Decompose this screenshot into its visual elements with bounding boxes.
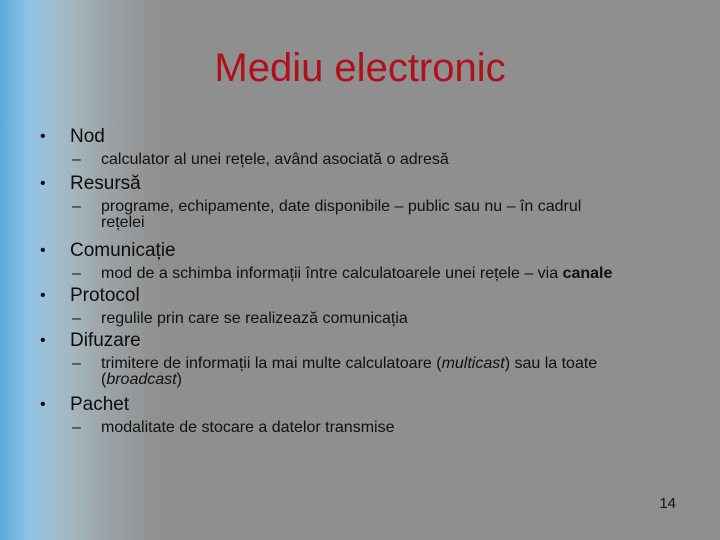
sub-bullet-row bbox=[40, 311, 690, 327]
bullet-list bbox=[40, 124, 690, 436]
bullet-icon: • bbox=[40, 332, 46, 349]
list-item-comunicatie bbox=[40, 238, 690, 283]
bullet-row bbox=[40, 283, 690, 309]
dash-icon: – bbox=[72, 265, 81, 282]
sub-bullet-row bbox=[40, 152, 690, 168]
list-item-resursa bbox=[40, 171, 690, 238]
description-difuzare-broadcast: broadcast bbox=[106, 371, 177, 388]
bullet-row bbox=[40, 328, 690, 354]
description-resursa-line1: programe, echipamente, date disponibile – public sau nu – în cadrul bbox=[101, 198, 582, 215]
dash-icon: – bbox=[72, 198, 81, 215]
bullet-icon: • bbox=[40, 242, 46, 259]
list-item-protocol bbox=[40, 283, 690, 328]
list-item-difuzare bbox=[40, 328, 690, 392]
bullet-icon: • bbox=[40, 175, 46, 192]
bullet-row bbox=[40, 238, 690, 264]
bullet-icon: • bbox=[40, 396, 46, 413]
sub-bullet-row bbox=[40, 266, 690, 282]
description-difuzare-line2-suffix: ) bbox=[176, 371, 182, 388]
description-nod: calculator al unei rețele, având asociată o adresă bbox=[101, 151, 449, 168]
bullet-icon: • bbox=[40, 287, 46, 304]
term-resursa: Resursă bbox=[70, 173, 141, 194]
description-comunicatie-bold: canale bbox=[562, 265, 613, 282]
description-difuzare-prefix: trimitere de informații la mai multe calculatoare ( bbox=[101, 355, 442, 372]
list-item-nod bbox=[40, 124, 690, 171]
slide-title: Mediu electronic bbox=[214, 46, 506, 90]
bullet-icon: • bbox=[40, 128, 46, 145]
page-number: 14 bbox=[659, 495, 676, 512]
description-difuzare-middle: ) sau la toate bbox=[504, 355, 598, 372]
description-difuzare-multicast: multicast bbox=[441, 355, 505, 372]
term-difuzare: Difuzare bbox=[70, 330, 141, 351]
bullet-row bbox=[40, 392, 690, 418]
description-comunicatie: mod de a schimba informații între calculatoarele unei rețele – via bbox=[101, 265, 563, 282]
dash-icon: – bbox=[72, 310, 81, 327]
dash-icon: – bbox=[72, 151, 81, 168]
dash-icon: – bbox=[72, 355, 81, 372]
sub-bullet-row bbox=[40, 420, 690, 436]
description-resursa-line2: rețelei bbox=[101, 214, 145, 231]
bullet-row bbox=[40, 124, 690, 150]
sub-bullet-row bbox=[40, 199, 690, 231]
description-difuzare-line2-prefix: ( bbox=[101, 371, 107, 388]
term-protocol: Protocol bbox=[70, 285, 140, 306]
term-comunicatie: Comunicație bbox=[70, 240, 176, 261]
dash-icon: – bbox=[72, 419, 81, 436]
description-protocol: regulile prin care se realizează comunicația bbox=[101, 310, 408, 327]
list-item-pachet bbox=[40, 392, 690, 436]
bullet-row bbox=[40, 171, 690, 197]
description-pachet: modalitate de stocare a datelor transmise bbox=[101, 419, 395, 436]
term-nod: Nod bbox=[70, 126, 105, 147]
sub-bullet-row bbox=[40, 356, 690, 388]
term-pachet: Pachet bbox=[70, 394, 130, 415]
